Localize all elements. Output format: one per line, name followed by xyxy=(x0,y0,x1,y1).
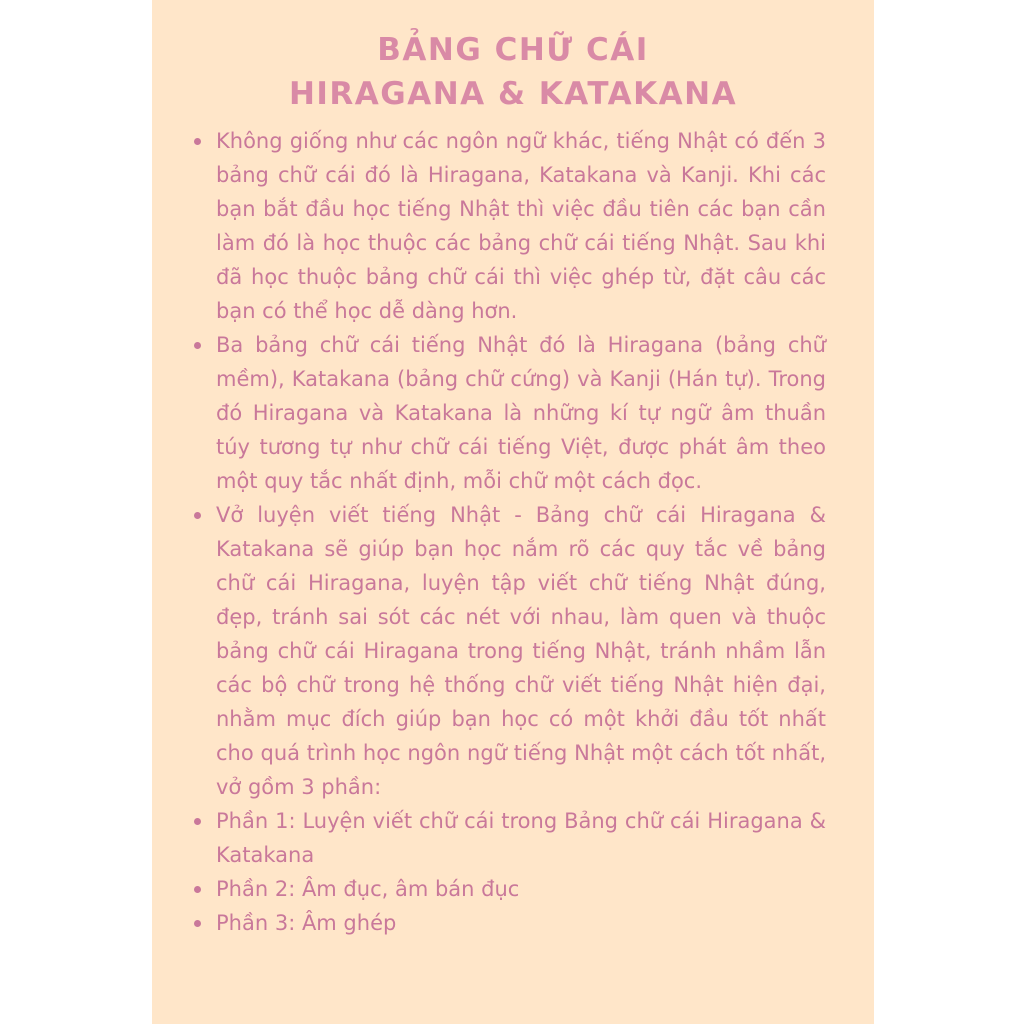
bullet-item xyxy=(216,328,826,498)
bullet-dot-icon xyxy=(194,818,201,825)
bullet-text: Không giống như các ngôn ngữ khác, tiếng Nhật có đến 3 bảng chữ cái đó là Hiragana, Katakana và Kanji. Khi các bạn bắt đầu học tiếng Nhật thì việc đầu tiên các bạn cần làm đó là học thuộc các bảng chữ cái tiếng Nhật. Sau khi đã học thuộc bảng chữ cái thì việc ghép từ, đặt câu các bạn có thể học dễ dàng hơn. xyxy=(216,129,826,323)
bullet-text: Phần 1: Luyện viết chữ cái trong Bảng chữ cái Hiragana & Katakana xyxy=(216,809,826,867)
bullet-item xyxy=(216,124,826,328)
bullet-text: Phần 2: Âm đục, âm bán đục xyxy=(216,877,520,901)
bullet-dot-icon xyxy=(194,886,201,893)
bullet-list xyxy=(216,124,826,940)
bullet-item xyxy=(216,872,826,906)
title-line-2: HIRAGANA & KATAKANA xyxy=(288,76,738,112)
bullet-item xyxy=(216,906,826,940)
bullet-dot-icon xyxy=(194,138,201,145)
bullet-text: Ba bảng chữ cái tiếng Nhật đó là Hiragana (bảng chữ mềm), Katakana (bảng chữ cứng) và Kanji (Hán tự). Trong đó Hiragana và Katakana là những kí tự ngữ âm thuần túy tương tự như chữ cái tiếng Việt, được phát âm theo một quy tắc nhất định, mỗi chữ một cách đọc. xyxy=(216,333,826,493)
bullet-dot-icon xyxy=(194,512,201,519)
title-line-1: BẢNG CHỮ CÁI xyxy=(377,32,649,68)
bullet-dot-icon xyxy=(194,342,201,349)
bullet-item xyxy=(216,804,826,872)
bullet-dot-icon xyxy=(194,920,201,927)
bullet-item xyxy=(216,498,826,804)
bullet-text: Vở luyện viết tiếng Nhật - Bảng chữ cái Hiragana & Katakana sẽ giúp bạn học nắm rõ các quy tắc về bảng chữ cái Hiragana, luyện tập viết chữ tiếng Nhật đúng, đẹp, tránh sai sót các nét với nhau, làm quen và thuộc bảng chữ cái Hiragana trong tiếng Nhật, tránh nhầm lẫn các bộ chữ trong hệ thống chữ viết tiếng Nhật hiện đại, nhằm mục đích giúp bạn học có một khởi đầu tốt nhất cho quá trình học ngôn ngữ tiếng Nhật một cách tốt nhất, vở gồm 3 phần: xyxy=(216,503,826,799)
bullet-text: Phần 3: Âm ghép xyxy=(216,911,397,935)
document-page xyxy=(152,0,874,1024)
